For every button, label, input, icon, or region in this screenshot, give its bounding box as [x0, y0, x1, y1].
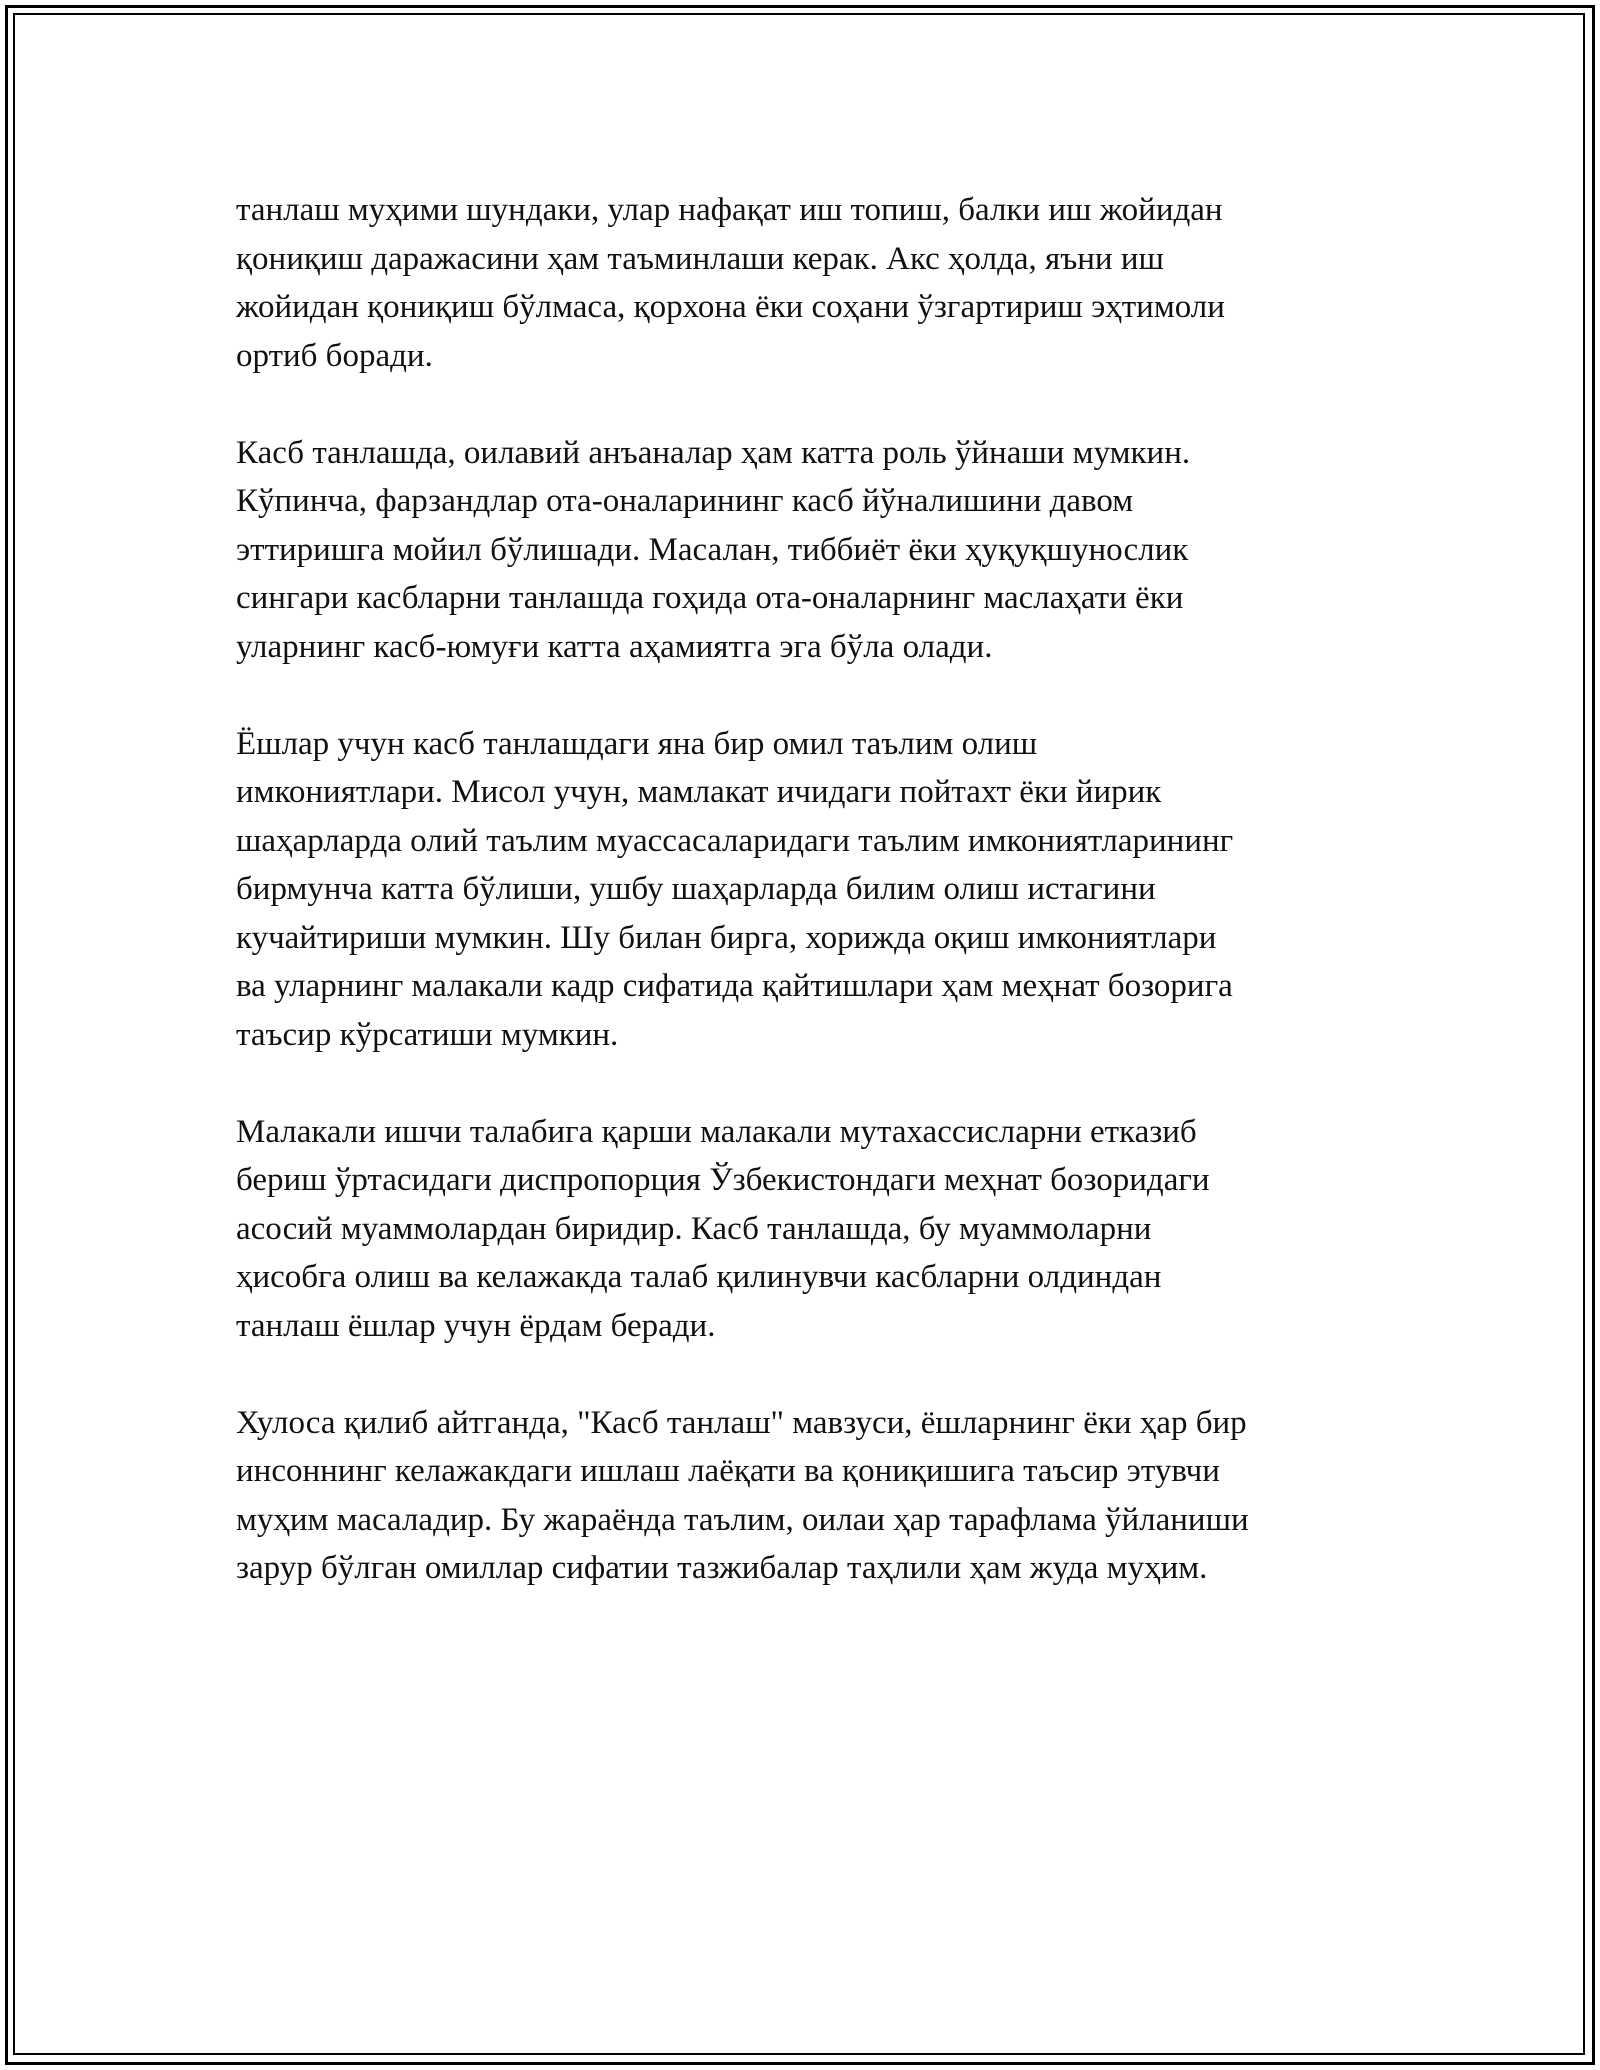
text-line: жойидан қониқиш бўлмаса, қорхона ёки соҳани ўзгартириш эҳтимоли — [236, 289, 1225, 325]
document-body — [236, 186, 1366, 1641]
paragraph-4 — [236, 1108, 1366, 1351]
paragraph-2 — [236, 429, 1366, 672]
text-line: Кўпинча, фарзандлар ота-оналарининг касб йўналишини давом — [236, 483, 1134, 519]
text-line: ҳисобга олиш ва келажакда талаб қилинувчи касбларни олдиндан — [236, 1259, 1162, 1295]
text-line: зарур бўлган омиллар сифатии тазжибалар таҳлили ҳам жуда муҳим. — [236, 1550, 1208, 1586]
text-line: Касб танлашда, оилавий анъаналар ҳам катта роль ўйнаши мумкин. — [236, 434, 1191, 471]
text-line: уларнинг касб-юмуғи катта аҳамиятга эга бўла олади. — [236, 628, 993, 665]
text-line: танлаш ёшлар учун ёрдам беради. — [236, 1307, 716, 1344]
text-line: Малакали ишчи талабига қарши малакали мутахассисларни етказиб — [236, 1113, 1197, 1150]
paragraph-5 — [236, 1399, 1366, 1593]
text-line: инсоннинг келажакдаги ишлаш лаёқати ва қониқишига таъсир этувчи — [236, 1453, 1220, 1489]
text-line: бирмунча катта бўлиши, ушбу шаҳарларда билим олиш истагини — [236, 871, 1156, 907]
paragraph-1 — [236, 186, 1366, 380]
text-line: муҳим масаладир. Бу жараёнда таълим, оилаи ҳар тарафлама ўйланиши — [236, 1501, 1249, 1538]
text-line: Хулоса қилиб айтганда, "Касб танлаш" мавзуси, ёшларнинг ёки ҳар бир — [236, 1404, 1247, 1441]
text-line: кучайтириши мумкин. Шу билан бирга, хорижда оқиш имкониятлари — [236, 919, 1217, 956]
text-line: танлаш муҳими шундаки, улар нафақат иш топиш, балки иш жойидан — [236, 192, 1223, 228]
text-line: қониқиш даражасини ҳам таъминлаши керак. Акс ҳолда, яъни иш — [236, 240, 1164, 277]
text-line: имкониятлари. Мисол учун, мамлакат ичидаги пойтахт ёки йирик — [236, 774, 1162, 810]
text-line: ортиб боради. — [236, 337, 433, 374]
text-line: бериш ўртасидаги диспропорция Ўзбекистондаги меҳнат бозоридаги — [236, 1162, 1210, 1198]
text-line: ва уларнинг малакали кадр сифатида қайтишлари ҳам меҳнат бозорига — [236, 968, 1233, 1004]
text-line: таъсир кўрсатиши мумкин. — [236, 1016, 619, 1053]
text-line: асосий муаммолардан биридир. Касб танлашда, бу муаммоларни — [236, 1210, 1152, 1247]
text-line: эттиришга мойил бўлишади. Масалан, тиббиёт ёки ҳуқуқшунослик — [236, 531, 1189, 568]
text-line: сингари касбларни танлашда гоҳида ота-оналарнинг маслаҳати ёки — [236, 580, 1184, 616]
text-line: Ёшлар учун касб танлашдаги яна бир омил таълим олиш — [236, 725, 1038, 762]
text-line: шаҳарларда олий таълим муассасаларидаги таълим имкониятларининг — [236, 822, 1234, 859]
paragraph-3 — [236, 720, 1366, 1060]
